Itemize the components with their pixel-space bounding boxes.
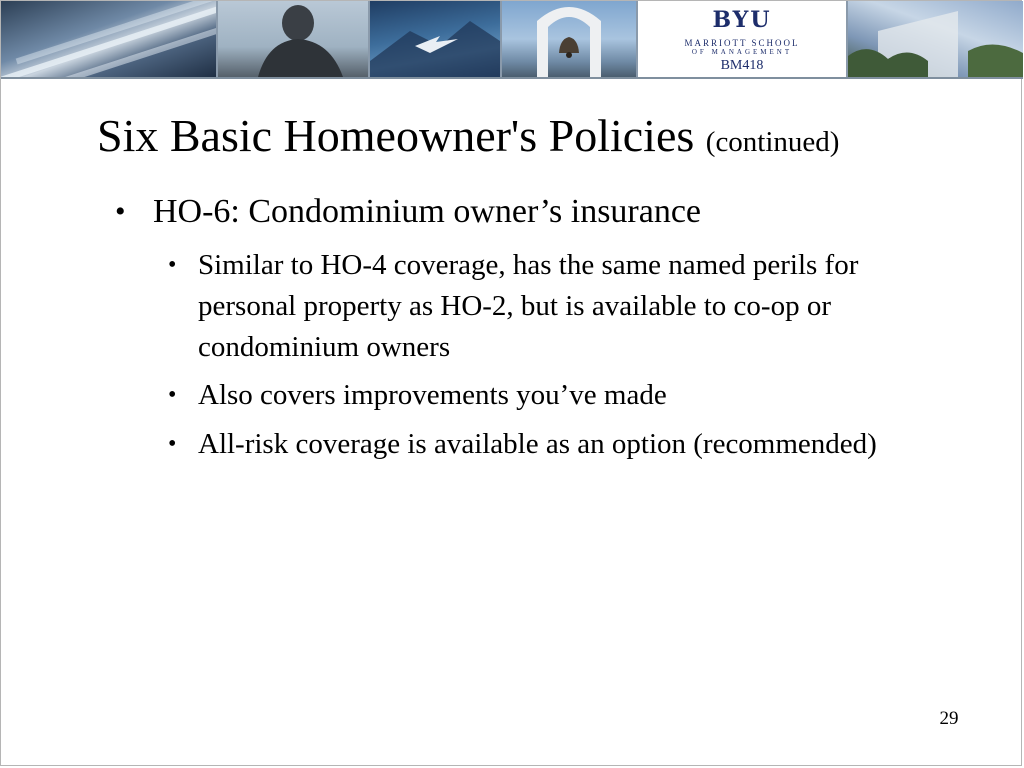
logo-title: BYU [712,7,772,33]
slide-title [97,108,839,170]
banner-photo-building [1,1,216,77]
slide-title-suffix: (continued) [705,126,840,158]
slide-title-text: Six Basic Homeowner's Policies [97,110,695,161]
banner-photo-campus [848,1,1023,77]
logo-school-line: MARRIOTT SCHOOL [684,38,800,48]
banner-photo-bell [502,1,636,77]
banner-photo-statue [218,1,368,77]
banner-photo-mountain [370,1,500,77]
sub-bullet: • All-risk coverage is available as an option (recommended) [198,424,938,465]
header-banner [1,1,1023,79]
bullet-main: • HO-6: Condominium owner’s insurance [153,191,933,233]
course-code: BM418 [720,58,764,73]
logo-management-line: OF MANAGEMENT [691,48,793,56]
page-number: 29 [939,708,959,729]
byu-marriott-logo [638,1,846,77]
sub-bullet: • Similar to HO-4 coverage, has the same named perils for personal property as HO-2, but is available to co-op or condominium owners [198,245,938,368]
sub-bullet: • Also covers improvements you’ve made [198,375,938,416]
